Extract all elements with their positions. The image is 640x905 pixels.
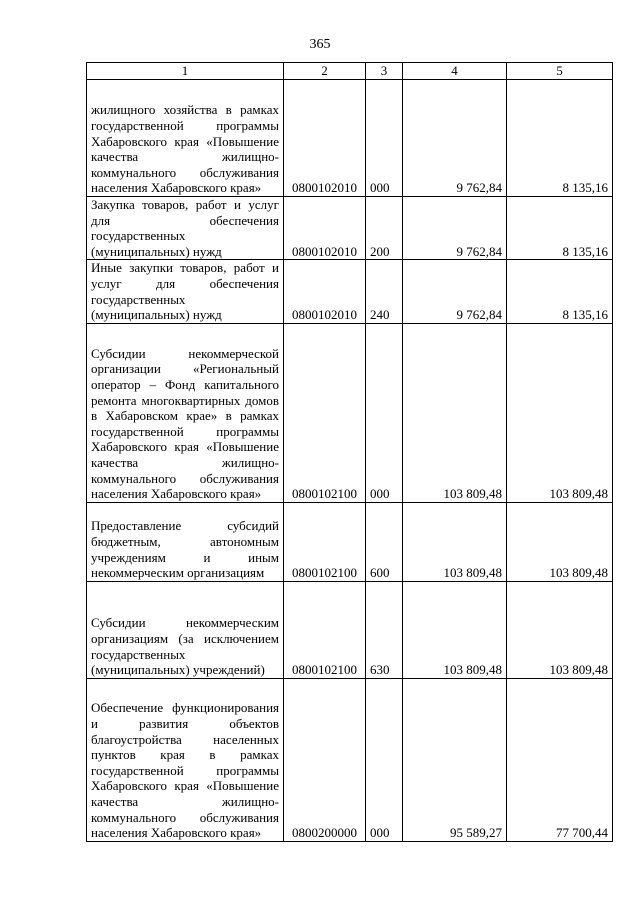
header-cell-4: 4: [403, 63, 507, 80]
row-amount-year2: 8 135,16: [507, 260, 613, 323]
row-amount-year1: 103 809,48: [403, 502, 507, 581]
budget-table: [86, 62, 613, 842]
row-amount-year2: 8 135,16: [507, 80, 613, 197]
row-amount-year2: 103 809,48: [507, 581, 613, 678]
row-amount-year2: 77 700,44: [507, 678, 613, 841]
row-amount-year1: 9 762,84: [403, 260, 507, 323]
row-amount-year2: 103 809,48: [507, 502, 613, 581]
table-row: [87, 581, 613, 678]
header-cell-3: 3: [366, 63, 403, 80]
row-amount-year2: 103 809,48: [507, 323, 613, 502]
row-expense-type: 240: [366, 260, 403, 323]
row-amount-year1: 103 809,48: [403, 581, 507, 678]
row-target-article: 0800200000: [284, 678, 366, 841]
row-amount-year1: 95 589,27: [403, 678, 507, 841]
row-amount-year2: 8 135,16: [507, 197, 613, 260]
row-name: Предоставление субсидий бюджетным, автономным учреждениям и иным некоммерческим организациям: [87, 502, 284, 581]
row-target-article: 0800102010: [284, 197, 366, 260]
header-cell-1: 1: [87, 63, 284, 80]
row-name: Закупка товаров, работ и услуг для обеспечения государственных (муниципальных) нужд: [87, 197, 284, 260]
row-amount-year1: 9 762,84: [403, 80, 507, 197]
table-row: [87, 678, 613, 841]
row-expense-type: 000: [366, 323, 403, 502]
row-name: жилищного хозяйства в рамках государственной программы Хабаровского края «Повышение качества жилищно-коммунального обслуживания населения Хабаровского края»: [87, 80, 284, 197]
row-target-article: 0800102100: [284, 323, 366, 502]
row-amount-year1: 9 762,84: [403, 197, 507, 260]
row-name: Обеспечение функционирования и развития объектов благоустройства населенных пунктов края в рамках государственной программы Хабаровского края «Повышение качества жилищно-коммунального обслуживания населения Хабаровского края»: [87, 678, 284, 841]
table-row: [87, 260, 613, 323]
row-target-article: 0800102100: [284, 581, 366, 678]
page-number: 365: [309, 37, 331, 52]
row-amount-year1: 103 809,48: [403, 323, 507, 502]
row-expense-type: 200: [366, 197, 403, 260]
table-row: [87, 502, 613, 581]
header-row: [87, 63, 613, 80]
table-row: [87, 197, 613, 260]
row-target-article: 0800102010: [284, 80, 366, 197]
header-cell-5: 5: [507, 63, 613, 80]
row-name: Иные закупки товаров, работ и услуг для обеспечения государственных (муниципальных) нужд: [87, 260, 284, 323]
row-expense-type: 000: [366, 80, 403, 197]
row-target-article: 0800102010: [284, 260, 366, 323]
table-row: [87, 80, 613, 197]
row-expense-type: 000: [366, 678, 403, 841]
row-expense-type: 600: [366, 502, 403, 581]
row-expense-type: 630: [366, 581, 403, 678]
row-name: Субсидии некоммерческой организации «Региональный оператор – Фонд капитального ремонта многоквартирных домов в Хабаровском крае» в рамках государственной программы Хабаровского края «Повышение качества жилищно-коммунального обслуживания населения Хабаровского края»: [87, 323, 284, 502]
row-target-article: 0800102100: [284, 502, 366, 581]
table-row: [87, 323, 613, 502]
row-name: Субсидии некоммерческим организациям (за исключением государственных (муниципальных) учреждений): [87, 581, 284, 678]
header-cell-2: 2: [284, 63, 366, 80]
